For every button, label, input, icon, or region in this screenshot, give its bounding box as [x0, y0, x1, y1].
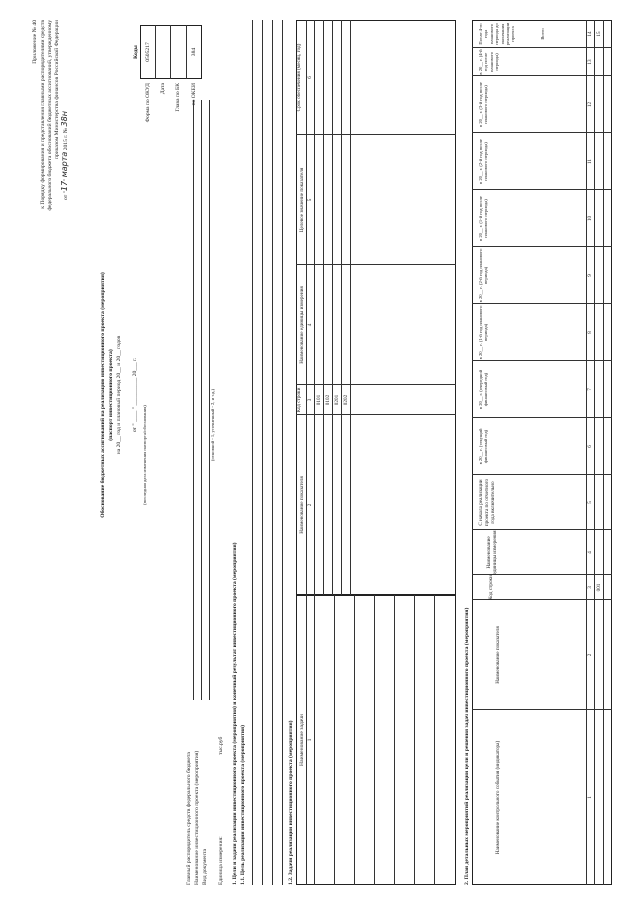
ind-num-3: 3: [307, 398, 313, 402]
ev-num-4: 4: [587, 551, 593, 554]
ind-code-0101: 0101: [316, 394, 322, 406]
ev-num-12: 12: [587, 101, 593, 108]
ev-num-8: 8: [587, 331, 593, 334]
grbs-code-label: Глава по БК: [175, 83, 181, 112]
ev-num-2: 2: [587, 653, 593, 657]
tasks-col-header: Наименование задачи: [299, 714, 305, 766]
task-row-6[interactable]: [434, 595, 435, 885]
ind-code-0201: 0201: [334, 394, 340, 406]
ev-h-7: в 20__ г. (очередной финансовый год): [478, 369, 489, 410]
ind-header-code: Код строки: [296, 387, 302, 413]
appendix-number: Приложение № 40: [32, 20, 38, 64]
ev-h-11: в 20__ г. (2-й год после планового периода): [478, 139, 489, 184]
codes-header: Коды: [133, 45, 139, 59]
form-okud-code: 0505217: [145, 42, 151, 62]
ev-h-4: Наименование единицы измерения: [486, 530, 498, 575]
goal-line-2[interactable]: [262, 20, 263, 885]
order-number: 38н: [60, 111, 69, 127]
tasks-table: [296, 595, 456, 885]
ev-num-5: 5: [587, 501, 593, 504]
appendix-line-4: приказом Министерства финансов Российской Федерации: [54, 20, 60, 160]
goal-line-4[interactable]: [282, 20, 283, 885]
grbs-field-label: Главный распорядитель средств федерального бюджета: [186, 752, 192, 885]
ev-num-6: 6: [587, 445, 593, 448]
ev-num-1: 1: [587, 796, 593, 799]
unit-label: Единица измерения:: [218, 836, 224, 885]
section2-heading: 2. План детальных мероприятий реализации цели и решения задач инвестиционного проекта (мероприятия): [464, 607, 470, 885]
ev-h-10: в 20__ г. (1-й год после планового периода): [478, 196, 489, 241]
doc-type-note: (основной - 1, уточненный - 2, и т.д.): [210, 388, 215, 462]
task-row-5[interactable]: [414, 595, 415, 885]
ev-h-14: После 4-го года планового периода до окончания реализации проекта: [478, 22, 516, 46]
ind-header-unit: Наименование единицы измерения: [299, 286, 305, 364]
project-name-label: Наименование инвестиционного проекта (мероприятия): [194, 750, 200, 885]
section1-heading: 1. Цели и задачи реализации инвестиционного проекта (мероприятия) и конечный результат инвестиционного проекта (мероприятия): [232, 542, 238, 885]
ev-h-3: Код строки: [488, 575, 494, 600]
ev-num-11: 11: [587, 159, 593, 164]
goal-line-1[interactable]: [252, 20, 253, 885]
form-date: от " ____ " __________ 20___ г.: [132, 357, 138, 433]
grbs-field-line[interactable]: [193, 100, 194, 700]
section1-sub2: 1.2. Задачи реализации инвестиционного проекта (мероприятия): [288, 720, 294, 885]
okei-value: 384: [191, 47, 197, 57]
ev-num-14: 14: [587, 31, 593, 37]
ind-header-name: Наименование показателя: [299, 476, 305, 534]
appendix-line-3: федерального бюджета обоснований бюджетных ассигнований, утвержденному: [47, 20, 53, 211]
ev-row-code: 001: [596, 583, 602, 592]
indicators-table: [296, 20, 456, 595]
order-day: 17: [60, 180, 69, 192]
form-period: на 20__ год и плановый период 20__ и 20__ годов: [116, 335, 122, 455]
form-date-note: (последняя дата изменения паспорта/обоснования): [142, 405, 147, 505]
section1-sub1: 1.1. Цель реализации инвестиционного проекта (мероприятия): [240, 725, 246, 885]
ind-header-deadline: Срок обеспечения (месяц, год): [296, 43, 302, 112]
ind-num-2: 2: [307, 503, 313, 507]
order-month: марта: [60, 151, 69, 178]
form-title: Обоснование бюджетных ассигнований на реализацию инвестиционного проекта (мероприятия): [100, 272, 106, 518]
appendix-line-2: к Порядку формирования и представления главными распорядителями средств: [40, 20, 46, 209]
tasks-col-num: 1: [307, 738, 313, 742]
ev-h-6: в 20__ г. (текущий финансовый год): [478, 428, 489, 465]
ind-num-5: 5: [307, 198, 313, 202]
ev-h-8: в 20__ г. (1-й год планового периода): [478, 305, 489, 360]
task-row-3[interactable]: [374, 595, 375, 885]
appendix-order: от "17" марта 2015 г. № 38н: [60, 111, 69, 200]
ev-h-9: в 20__ г. (2-й год планового периода): [478, 248, 489, 303]
ev-num-7: 7: [587, 388, 593, 391]
event-row-1[interactable]: [603, 20, 604, 885]
ev-h-2: Наименование показателя: [495, 626, 501, 684]
order-prefix: от ": [63, 191, 69, 200]
task-row-2[interactable]: [354, 595, 355, 885]
order-year: 2015 г. №: [63, 127, 69, 151]
ev-h-15: Всего: [540, 28, 545, 40]
ind-code-0202: 0202: [343, 394, 349, 406]
form-okud-label: Форма по ОКУД: [145, 83, 151, 123]
goal-line-3[interactable]: [272, 20, 273, 885]
ind-header-target: Целевое значение показателя: [299, 167, 305, 233]
ev-num-15: 15: [596, 31, 602, 37]
ev-num-10: 10: [587, 215, 593, 222]
ev-num-3: 3: [587, 586, 593, 589]
doc-type-label: Вид документа: [202, 849, 208, 885]
ev-num-13: 13: [587, 59, 593, 65]
okei-label: по ОКЕИ: [191, 83, 197, 106]
ind-num-6: 6: [307, 76, 313, 79]
date-label: Дата: [160, 83, 166, 95]
ind-num-4: 4: [307, 323, 313, 327]
task-row-1[interactable]: [334, 595, 335, 885]
ev-h-12: в 20__ г. (3-й год после планового периода): [478, 82, 489, 127]
project-name-line[interactable]: [201, 100, 202, 700]
ev-h-13: в 20__ г. (4-й год после планового периода): [478, 49, 500, 75]
ev-num-9: 9: [587, 274, 593, 277]
ind-code-0102: 0102: [325, 394, 331, 406]
task-row-4[interactable]: [394, 595, 395, 885]
ev-h-1: Наименование контрольного события (индикатора): [495, 740, 501, 855]
form-subtitle: (паспорт инвестиционного проекта): [108, 349, 114, 441]
ev-h-5: С начала реализации проекта по отчетного года включительно: [478, 478, 496, 527]
unit-value: тыс.руб: [218, 736, 224, 755]
